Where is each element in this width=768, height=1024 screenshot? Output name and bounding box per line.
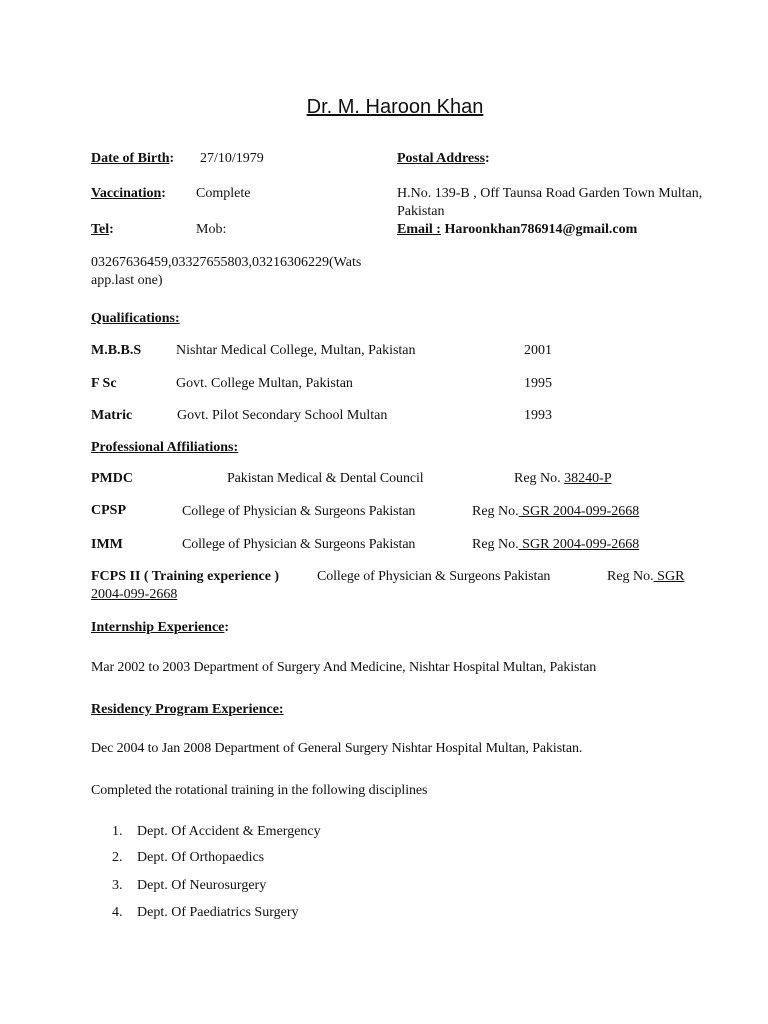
address-line-1: H.No. 139-B , Off Taunsa Road Garden Town Multan, bbox=[397, 186, 703, 201]
email-label: Email : bbox=[397, 222, 441, 237]
dob-colon: : bbox=[169, 151, 175, 166]
reg-label: Reg No. bbox=[472, 504, 519, 519]
reg-number: SGR bbox=[653, 569, 685, 584]
reg-label: Reg No. bbox=[514, 471, 565, 486]
postal-address-label: Postal Address bbox=[397, 151, 486, 166]
affiliation-reg bbox=[472, 503, 639, 520]
affiliation-org: College of Physician & Surgeons Pakistan bbox=[182, 537, 416, 552]
list-item: Dept. Of Paediatrics Surgery bbox=[137, 905, 299, 920]
affiliation-org: Pakistan Medical & Dental Council bbox=[227, 471, 424, 486]
qualification-year: 1993 bbox=[524, 408, 552, 423]
reg-number: SGR 2004-099-2668 bbox=[518, 537, 640, 552]
affiliation-reg bbox=[472, 536, 639, 553]
list-number: 3. bbox=[112, 878, 123, 893]
tel-label: Tel bbox=[91, 222, 110, 237]
phone-line-1: 03267636459,03327655803,03216306229(Wats bbox=[91, 255, 362, 270]
reg-label: Reg No. bbox=[472, 537, 519, 552]
email-value: Haroonkhan786914@gmail.com bbox=[440, 222, 638, 237]
postal-address-row bbox=[397, 150, 490, 167]
postal-address-colon: : bbox=[485, 151, 490, 166]
affiliation-body: IMM bbox=[91, 537, 123, 552]
qualification-degree: M.B.B.S bbox=[91, 343, 142, 358]
affiliations-heading: Professional Affiliations: bbox=[91, 440, 239, 455]
tel-colon: : bbox=[109, 222, 114, 237]
list-item: Dept. Of Orthopaedics bbox=[137, 850, 265, 865]
phone-line-2: app.last one) bbox=[91, 273, 163, 288]
qualification-degree: Matric bbox=[91, 408, 133, 423]
qualification-institution: Govt. College Multan, Pakistan bbox=[176, 376, 353, 391]
qualification-year: 2001 bbox=[524, 343, 552, 358]
reg-label: Reg No. bbox=[607, 569, 654, 584]
list-number: 1. bbox=[112, 824, 123, 839]
qualification-institution: Nishtar Medical College, Multan, Pakistan bbox=[176, 343, 416, 358]
affiliation-body: CPSP bbox=[91, 503, 126, 518]
dob-label: Date of Birth bbox=[91, 151, 170, 166]
page-title: Dr. M. Haroon Khan bbox=[306, 96, 484, 118]
list-item: Dept. Of Accident & Emergency bbox=[137, 824, 321, 839]
list-number: 4. bbox=[112, 905, 123, 920]
tel-row bbox=[91, 221, 114, 238]
internship-heading: Internship Experience bbox=[91, 620, 225, 635]
dob-value: 27/10/1979 bbox=[200, 151, 264, 166]
qualifications-heading: Qualifications: bbox=[91, 311, 180, 326]
internship-text: Mar 2002 to 2003 Department of Surgery And Medicine, Nishtar Hospital Multan, Pakistan bbox=[91, 660, 597, 675]
rotation-intro: Completed the rotational training in the following disciplines bbox=[91, 783, 428, 798]
qualification-degree: F Sc bbox=[91, 376, 117, 391]
address-line-2: Pakistan bbox=[397, 204, 445, 219]
residency-heading: Residency Program Experience: bbox=[91, 702, 284, 717]
list-number: 2. bbox=[112, 850, 123, 865]
affiliation-body: FCPS II ( Training experience ) bbox=[91, 569, 280, 584]
mob-label: Mob: bbox=[196, 222, 227, 237]
internship-heading-row bbox=[91, 619, 229, 636]
vaccination-row bbox=[91, 185, 166, 202]
residency-text: Dec 2004 to Jan 2008 Department of General Surgery Nishtar Hospital Multan, Pakistan. bbox=[91, 741, 583, 756]
affiliation-org: College of Physician & Surgeons Pakistan bbox=[317, 569, 551, 584]
list-item: Dept. Of Neurosurgery bbox=[137, 878, 267, 893]
vaccination-value: Complete bbox=[196, 186, 251, 201]
affiliation-reg bbox=[607, 568, 684, 585]
affiliation-reg bbox=[514, 470, 612, 487]
affiliation-org: College of Physician & Surgeons Pakistan bbox=[182, 504, 416, 519]
qualification-institution: Govt. Pilot Secondary School Multan bbox=[177, 408, 388, 423]
affiliation-body: PMDC bbox=[91, 471, 133, 486]
reg-number: SGR 2004-099-2668 bbox=[518, 504, 640, 519]
vaccination-colon: : bbox=[161, 186, 166, 201]
reg-number-continued: 2004-099-2668 bbox=[91, 587, 178, 602]
internship-heading-colon: : bbox=[224, 620, 230, 635]
vaccination-label: Vaccination bbox=[91, 186, 162, 201]
qualification-year: 1995 bbox=[524, 376, 552, 391]
dob-row bbox=[91, 150, 174, 167]
reg-number: 38240-P bbox=[564, 471, 612, 486]
email-row bbox=[397, 221, 637, 238]
